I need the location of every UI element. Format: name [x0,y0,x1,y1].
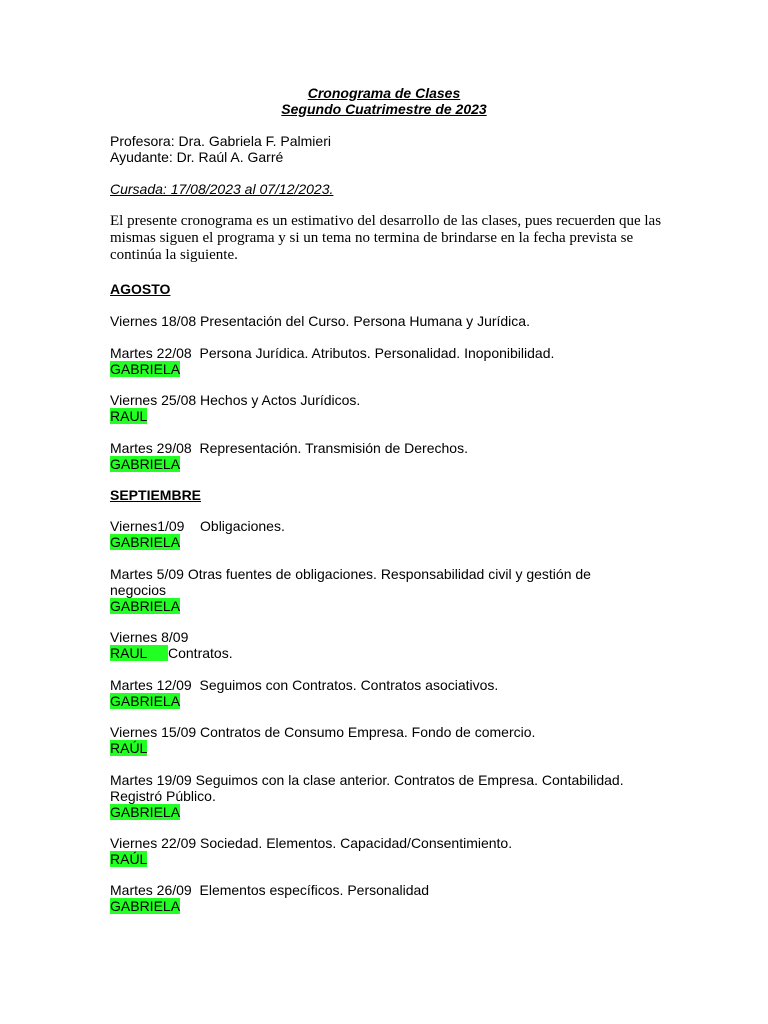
month-heading-agosto: AGOSTO [110,281,171,297]
teacher-highlight: GABRIELA [110,456,181,472]
entry-line: Viernes 22/09 Sociedad. Elementos. Capacidad/Consentimiento. [110,835,513,851]
entry-line: Martes 12/09 Seguimos con Contratos. Contratos asociativos. [110,677,499,693]
schedule-entry [110,518,670,550]
entry-line: Viernes 18/08 Presentación del Curso. Persona Humana y Jurídica. [110,313,530,329]
teacher-highlight: GABRIELA [110,804,181,820]
schedule-entry [110,724,670,756]
teacher-highlight: GABRIELA [110,598,181,614]
schedule-entry [110,677,670,709]
schedule-entry [110,882,670,914]
entry-line: Viernes 8/09 [110,629,189,645]
entry-line: Martes 29/08 Representación. Transmisión de Derechos. [110,440,468,456]
teacher-highlight: GABRIELA [110,534,181,550]
schedule-entry [110,440,670,472]
teacher-highlight: RAÚL [110,740,148,756]
schedule-entry [110,629,670,661]
schedule-entry [110,392,670,424]
ayudante-line: Ayudante: Dr. Raúl A. Garré [110,149,284,165]
title-block [0,85,768,117]
document-title: Cronograma de Clases [307,85,461,101]
entry-topic: Contratos. [168,645,233,661]
teacher-highlight: GABRIELA [110,361,181,377]
teacher-highlight: RAUL [110,408,148,424]
entry-line: Viernes 25/08 Hechos y Actos Jurídicos. [110,392,361,408]
teacher-highlight: RAUL [110,645,168,661]
entry-line: Martes 19/09 Seguimos con la clase anterior. Contratos de Empresa. Contabilidad. Registró Público. [110,772,624,804]
document-subtitle: Segundo Cuatrimestre de 2023 [281,101,487,117]
entry-line: Viernes1/09 Obligaciones. [110,518,285,534]
entry-line: Viernes 15/09 Contratos de Consumo Empresa. Fondo de comercio. [110,724,536,740]
schedule-entry [110,313,670,329]
profesora-line: Profesora: Dra. Gabriela F. Palmieri [110,133,331,149]
teacher-highlight: GABRIELA [110,693,181,709]
staff-block [110,133,331,165]
entry-line: Martes 5/09 Otras fuentes de obligaciones. Responsabilidad civil y gestión de negocios [110,566,591,598]
schedule-entry [110,566,620,614]
schedule-entry [110,772,650,820]
cursada-dates: Cursada: 17/08/2023 al 07/12/2023. [110,181,334,197]
teacher-highlight: GABRIELA [110,898,181,914]
schedule-entry [110,835,670,867]
month-heading-septiembre: SEPTIEMBRE [110,487,202,503]
entry-line: Martes 26/09 Elementos específicos. Personalidad [110,882,430,898]
intro-paragraph: El presente cronograma es un estimativo del desarrollo de las clases, pues recuerden que las mismas siguen el programa y si un tema no termina de brindarse en la fecha prevista se continúa la siguiente. [110,213,662,263]
teacher-highlight: RAÚL [110,851,148,867]
entry-line: Martes 22/08 Persona Jurídica. Atributos. Personalidad. Inoponibilidad. [110,345,555,361]
schedule-entry [110,345,670,377]
